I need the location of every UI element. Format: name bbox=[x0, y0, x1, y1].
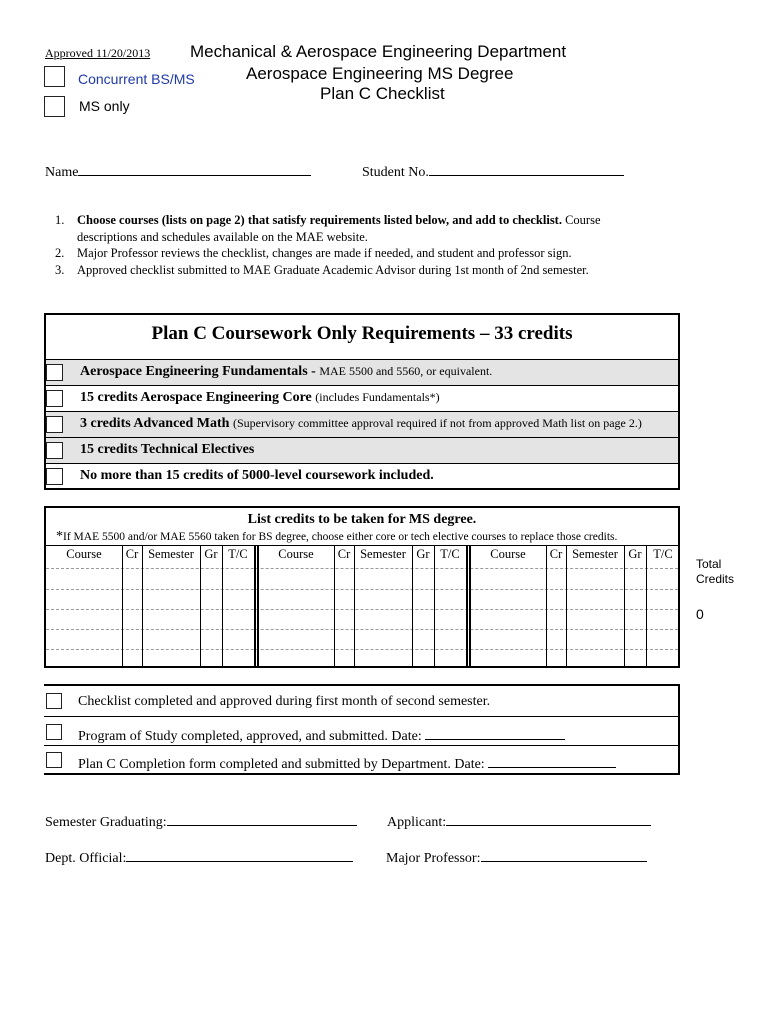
requirement-row: 15 credits Technical Electives bbox=[46, 437, 678, 463]
col-divider bbox=[142, 546, 143, 668]
col-gr: Gr bbox=[416, 547, 430, 561]
col-cr: Cr bbox=[549, 547, 563, 561]
checklist-item: Program of Study completed, approved, and submitted. Date: bbox=[44, 717, 678, 745]
group-divider bbox=[257, 546, 259, 668]
ms-only-checkbox[interactable] bbox=[44, 96, 65, 117]
checklist-box bbox=[44, 684, 680, 775]
total-credits-value: 0 bbox=[696, 606, 704, 622]
dept-official-field[interactable]: Dept. Official: bbox=[45, 848, 353, 867]
student-no-line bbox=[429, 162, 624, 176]
checklist-checkbox[interactable] bbox=[46, 752, 62, 768]
col-divider bbox=[334, 546, 335, 668]
checklist-item: Plan C Completion form completed and submitted by Department. Date: bbox=[44, 746, 678, 774]
table-row[interactable] bbox=[46, 609, 678, 610]
instruction-1-cont: descriptions and schedules available on the MAE website. bbox=[77, 229, 368, 244]
col-divider bbox=[200, 546, 201, 668]
requirements-box bbox=[44, 313, 680, 490]
approved-date: Approved 11/20/2013 bbox=[45, 46, 151, 60]
concurrent-label: Concurrent BS/MS bbox=[78, 71, 195, 87]
credits-table bbox=[44, 506, 680, 668]
name-line bbox=[78, 162, 311, 176]
requirement-checkbox[interactable] bbox=[46, 468, 63, 485]
col-divider bbox=[434, 546, 435, 668]
col-course: Course bbox=[278, 547, 314, 561]
col-tc: T/C bbox=[440, 547, 460, 561]
col-divider bbox=[566, 546, 567, 668]
credits-table-note: *If MAE 5500 and/or MAE 5560 taken for BS degree, choose either core or tech elective courses to replace those credits. bbox=[56, 529, 618, 544]
instruction-3: 3. Approved checklist submitted to MAE Graduate Academic Advisor during 1st month of 2nd semester. bbox=[55, 262, 589, 277]
checklist-checkbox[interactable] bbox=[46, 693, 62, 709]
col-divider bbox=[412, 546, 413, 668]
date-line[interactable] bbox=[488, 754, 616, 768]
name-field[interactable] bbox=[45, 162, 311, 181]
total-credits-label: Total Credits bbox=[696, 557, 735, 586]
semester-graduating-field[interactable]: Semester Graduating: bbox=[45, 812, 357, 831]
group-divider bbox=[254, 546, 256, 668]
concurrent-checkbox[interactable] bbox=[44, 66, 65, 87]
requirement-row: 15 credits Aerospace Engineering Core (includes Fundamentals*) bbox=[46, 385, 678, 411]
col-tc: T/C bbox=[228, 547, 248, 561]
instruction-2: 2. Major Professor reviews the checklist, changes are made if needed, and student and professor sign. bbox=[55, 246, 572, 260]
col-divider bbox=[222, 546, 223, 668]
ms-only-label: MS only bbox=[79, 98, 130, 114]
degree-title: Aerospace Engineering MS Degree bbox=[246, 64, 514, 83]
student-no-field[interactable] bbox=[362, 162, 624, 181]
plan-title: Plan C Checklist bbox=[320, 84, 445, 103]
col-semester: Semester bbox=[572, 547, 618, 561]
student-no-label: Student No. bbox=[362, 165, 429, 180]
requirement-checkbox[interactable] bbox=[46, 364, 63, 381]
group-divider bbox=[466, 546, 468, 668]
table-header-rule bbox=[46, 545, 678, 546]
table-row[interactable] bbox=[46, 649, 678, 650]
table-row[interactable] bbox=[46, 568, 678, 569]
requirement-row: Aerospace Engineering Fundamentals - MAE 5500 and 5560, or equivalent. bbox=[46, 359, 678, 385]
col-divider bbox=[354, 546, 355, 668]
group-divider bbox=[469, 546, 471, 668]
instructions-list bbox=[55, 212, 675, 278]
col-cr: Cr bbox=[125, 547, 139, 561]
checklist-checkbox[interactable] bbox=[46, 724, 62, 740]
col-tc: T/C bbox=[653, 547, 673, 561]
requirement-checkbox[interactable] bbox=[46, 442, 63, 459]
col-cr: Cr bbox=[337, 547, 351, 561]
col-gr: Gr bbox=[628, 547, 642, 561]
major-professor-field[interactable]: Major Professor: bbox=[386, 848, 647, 867]
requirement-row: 3 credits Advanced Math (Supervisory committee approval required if not from approved Math list on page 2.) bbox=[46, 411, 678, 437]
col-course: Course bbox=[490, 547, 526, 561]
requirement-checkbox[interactable] bbox=[46, 416, 63, 433]
col-divider bbox=[546, 546, 547, 668]
date-line[interactable] bbox=[425, 726, 565, 740]
requirement-row: No more than 15 credits of 5000-level coursework included. bbox=[46, 463, 678, 489]
instruction-1: 1. Choose courses (lists on page 2) that satisfy requirements listed below, and add to checklist. Course bbox=[55, 213, 601, 227]
table-row[interactable] bbox=[46, 629, 678, 630]
col-divider bbox=[646, 546, 647, 668]
col-semester: Semester bbox=[360, 547, 406, 561]
col-divider bbox=[122, 546, 123, 668]
col-gr: Gr bbox=[204, 547, 218, 561]
col-semester: Semester bbox=[148, 547, 194, 561]
col-course: Course bbox=[66, 547, 102, 561]
name-label: Name bbox=[45, 165, 79, 180]
requirement-checkbox[interactable] bbox=[46, 390, 63, 407]
requirements-title: Plan C Coursework Only Requirements – 33 credits bbox=[151, 323, 573, 344]
table-row[interactable] bbox=[46, 589, 678, 590]
checklist-item: Checklist completed and approved during first month of second semester. bbox=[44, 686, 678, 716]
col-divider bbox=[624, 546, 625, 668]
department-title: Mechanical & Aerospace Engineering Department bbox=[190, 42, 567, 61]
applicant-field[interactable]: Applicant: bbox=[387, 812, 651, 831]
credits-table-title: List credits to be taken for MS degree. bbox=[247, 512, 477, 527]
